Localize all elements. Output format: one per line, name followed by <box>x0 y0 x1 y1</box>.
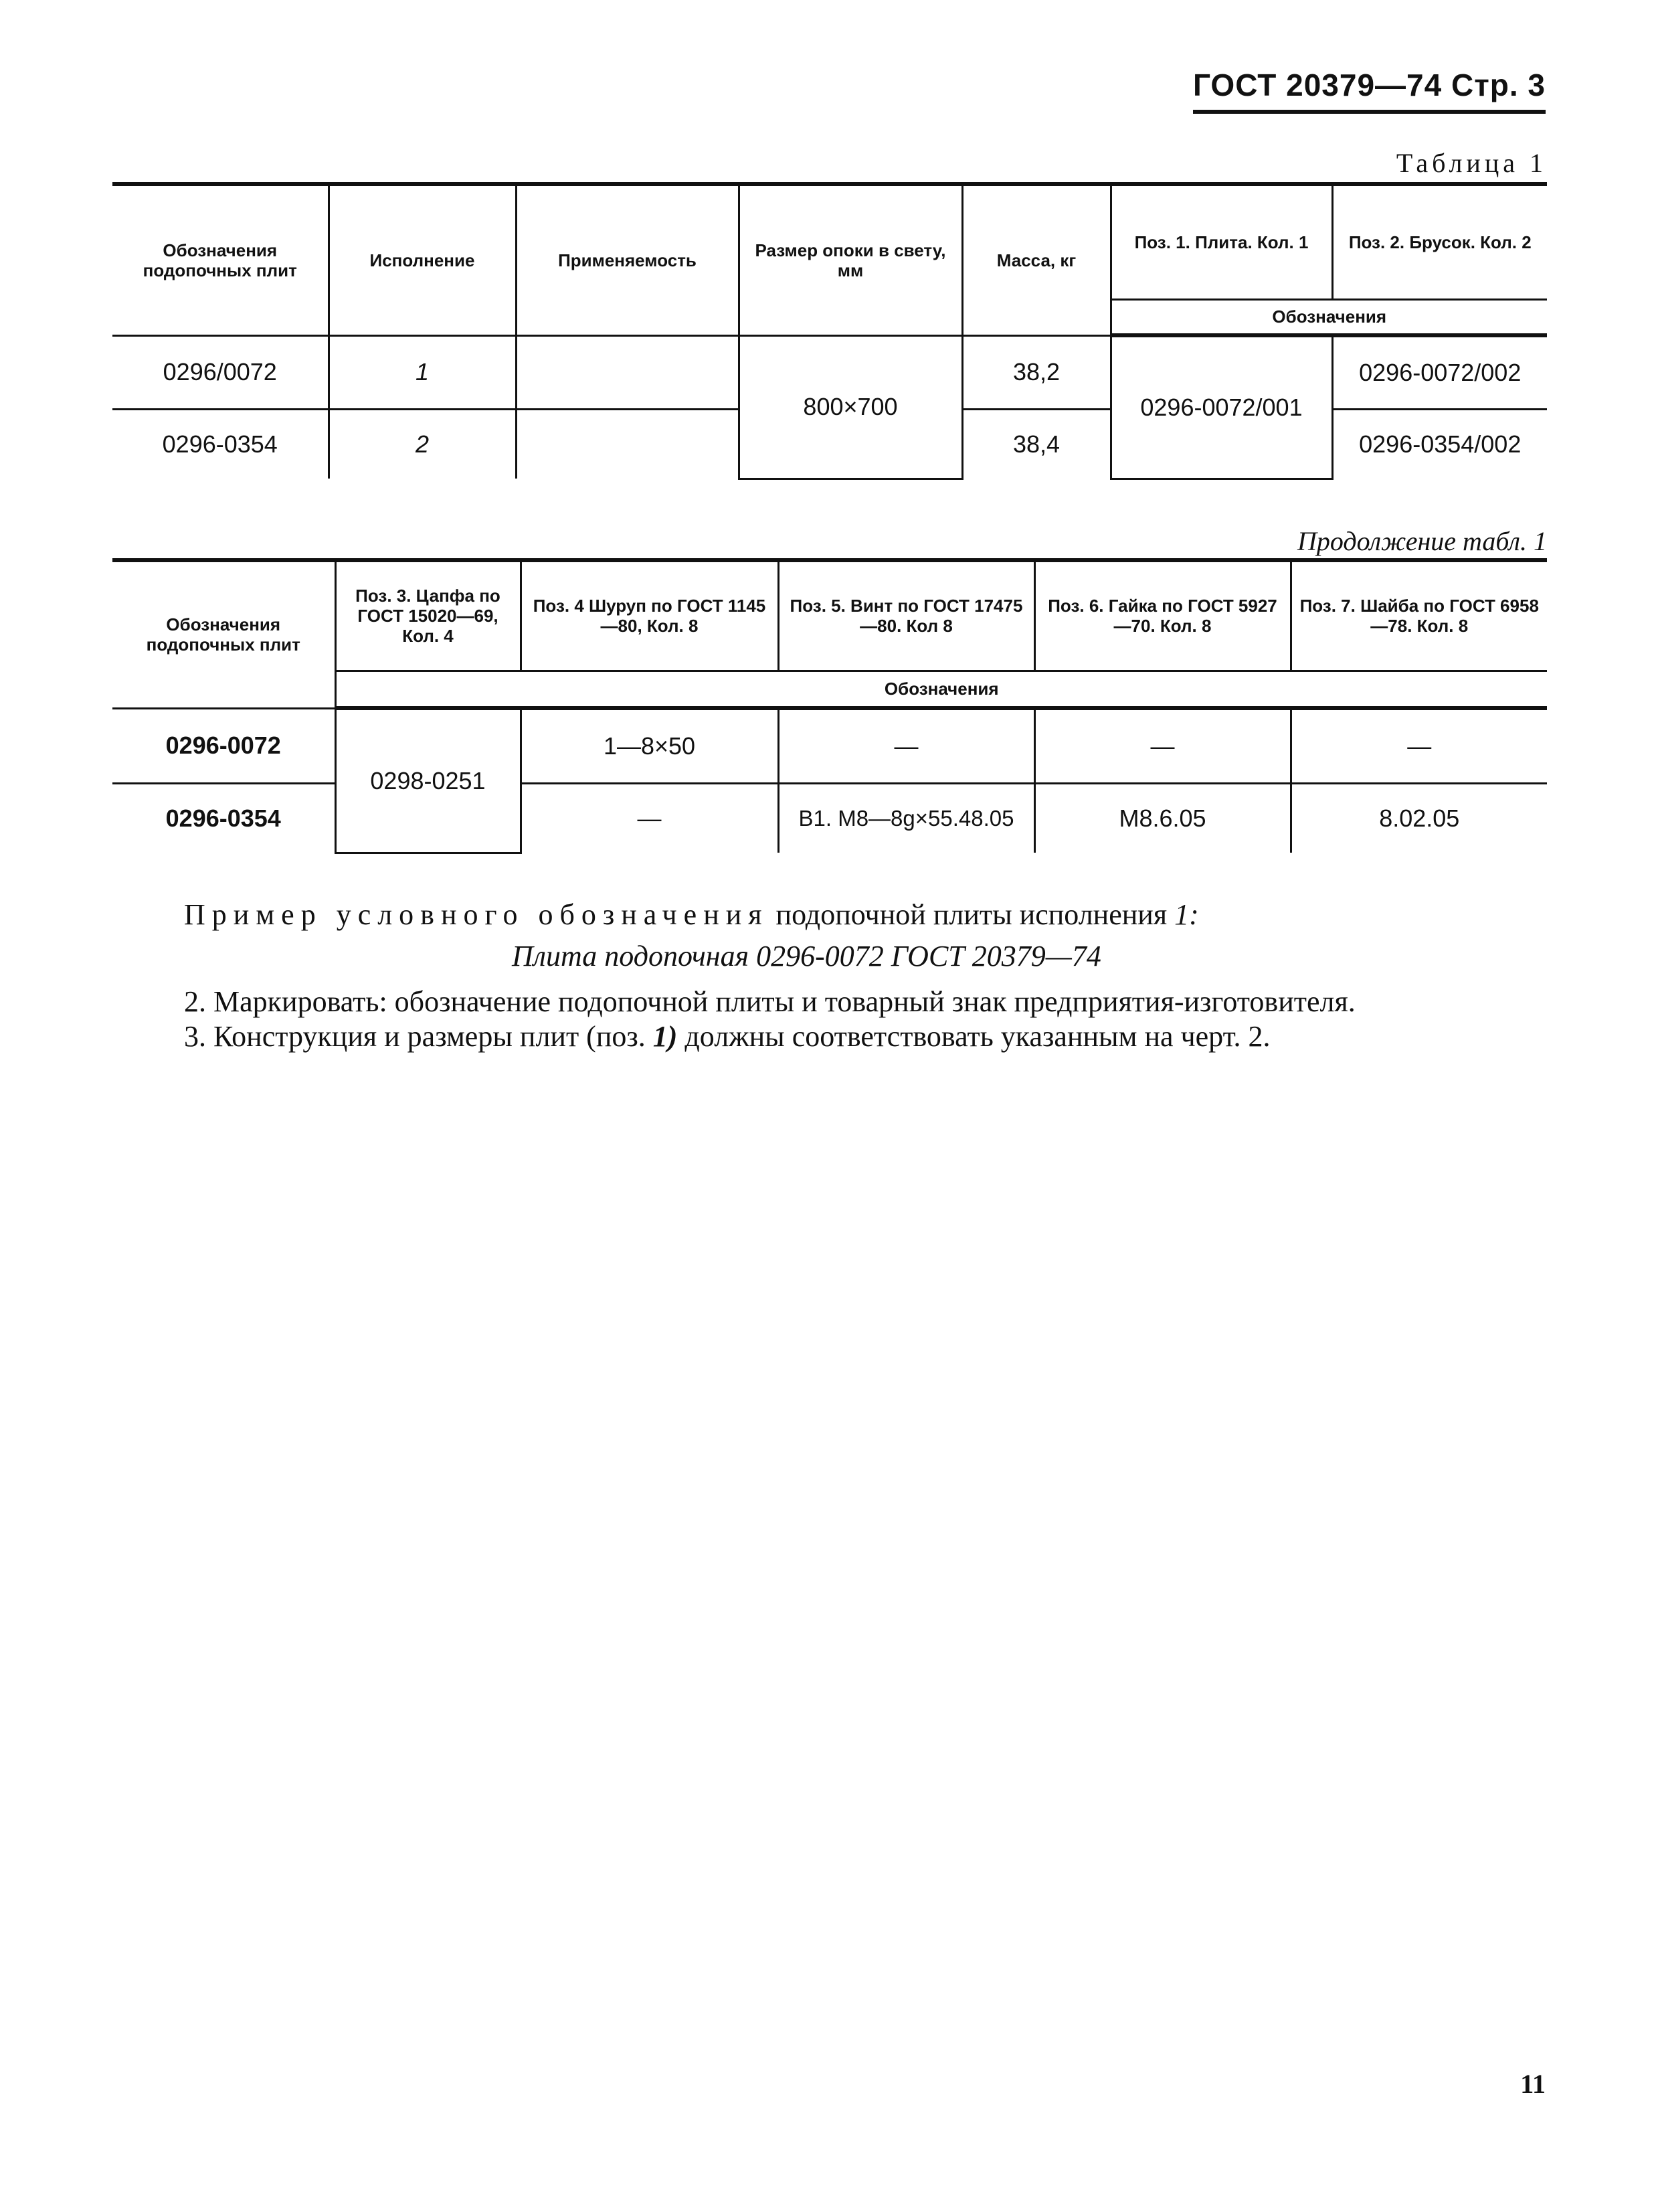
page-number: 11 <box>1520 2069 1546 2099</box>
header-pos5: Поз. 5. Винт по ГОСТ 17475—80. Кол 8 <box>778 560 1034 671</box>
item-2: 2. Маркировать: обозначение подопочной плиты и товарный знак предприятия-изготовителя. <box>184 985 1356 1018</box>
table-cell: 0296-0354 <box>112 409 329 479</box>
table-cell: 8.02.05 <box>1291 783 1547 853</box>
example-lead: Пример условного обозначения <box>184 898 769 931</box>
table-cell: 0296-0072/002 <box>1332 335 1547 409</box>
table-cell: — <box>1034 708 1291 783</box>
table-cell: — <box>778 708 1034 783</box>
table-cell: 0296-0072 <box>112 708 335 783</box>
header-pos3: Поз. 3. Цапфа по ГОСТ 15020—69, Кол. 4 <box>335 560 521 671</box>
table-cell: 2 <box>329 409 516 479</box>
table-cell: 38,2 <box>962 335 1111 409</box>
header-designation: Обозначения подопочных плит <box>112 560 335 708</box>
table-cell <box>516 409 739 479</box>
header-pos4: Поз. 4 Шуруп по ГОСТ 1145—80, Кол. 8 <box>521 560 778 671</box>
header-version: Исполнение <box>329 184 516 335</box>
table-cell: В1. М8—8g×55.48.05 <box>778 783 1034 853</box>
table-cell: 800×700 <box>739 335 962 479</box>
example-rest: подопочной плиты исполнения <box>775 898 1168 931</box>
table1-continuation <box>112 558 1547 854</box>
item-3 <box>184 1020 1271 1053</box>
example-version: 1: <box>1174 898 1199 931</box>
header-pos1: Поз. 1. Плита. Кол. 1 <box>1111 184 1332 299</box>
header-designations: Обозначения <box>1111 299 1547 335</box>
table-cell: М8.6.05 <box>1034 783 1291 853</box>
item-3-part-a: 3. Конструкция и размеры плит (поз. <box>184 1020 646 1053</box>
item-3-part-c: должны соответствовать указанным на черт. 2. <box>684 1020 1271 1053</box>
header-pos7: Поз. 7. Шайба по ГОСТ 6958—78. Кол. 8 <box>1291 560 1547 671</box>
table1-caption: Таблица 1 <box>1396 148 1547 178</box>
header-pos6: Поз. 6. Гайка по ГОСТ 5927—70. Кол. 8 <box>1034 560 1291 671</box>
table-cell: 38,4 <box>962 409 1111 479</box>
header-designation: Обозначения подопочных плит <box>112 184 329 335</box>
example-designation: Плита подопочная 0296-0072 ГОСТ 20379—74 <box>512 940 1101 972</box>
table-cell: 0296-0354/002 <box>1332 409 1547 479</box>
table1-cont-caption: Продолжение табл. 1 <box>1297 526 1547 556</box>
table-cell: — <box>1291 708 1547 783</box>
header-designations: Обозначения <box>335 671 1547 708</box>
table-cell: 0296-0072/001 <box>1111 335 1332 479</box>
table-cell <box>516 335 739 409</box>
header-applicability: Применяемость <box>516 184 739 335</box>
table-cell: 0296/0072 <box>112 335 329 409</box>
table-cell: 1 <box>329 335 516 409</box>
item-3-part-b: 1) <box>652 1020 678 1053</box>
page-header: ГОСТ 20379—74 Стр. 3 <box>1193 67 1546 114</box>
header-pos2: Поз. 2. Брусок. Кол. 2 <box>1332 184 1547 299</box>
table-cell: 0298-0251 <box>335 708 521 853</box>
table-cell: 1—8×50 <box>521 708 778 783</box>
table-cell: 0296-0354 <box>112 783 335 853</box>
example-line <box>184 898 1199 932</box>
table1 <box>112 182 1547 480</box>
header-flask-size: Размер опоки в свету, мм <box>739 184 962 335</box>
header-mass: Масса, кг <box>962 184 1111 335</box>
table-cell: — <box>521 783 778 853</box>
